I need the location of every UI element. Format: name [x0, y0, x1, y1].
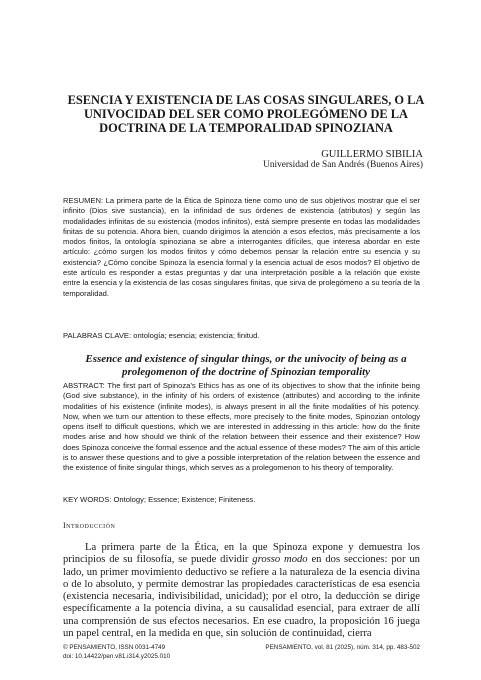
author-name: GUILLERMO SIBILIA: [321, 149, 423, 160]
body-text-part1: La primera parte de la Ética, en la que Spinoza expone y demuestra los principios de su filosofía, se puede dividir: [63, 542, 420, 566]
resumen-text: La primera parte de la Ética de Spinoza tiene como uno de sus objetivos mostrar que el ser infinito (Dios sive sustancia), en la infinidad de sus órdenes de existencia (atributos) y según las modalidades infinitas de su existencia (modos infinitos), está siempre presente en todas las modalidades finitas de su potencia. Ahora bien, cuando dirigimos la atención a esos efectos, más precisamente a los modos finitos, la ontología spinoziana se abre a interrogantes difíciles, que interesa abordar en este artículo: ¿cómo surgen los modos finitos y cómo debemos pensar la relación entre su esencia y su existencia? ¿Cómo concibe Spinoza la esencia formal y la esencia actual de esos modos? El objetivo de este artículo es responder a estas preguntas y dar una interpretación posible a la relación que existe entre la esencia y la existencia de las cosas singulares finitas, que sirva de prolegómeno a su teoría de la temporalidad.: [63, 196, 420, 298]
footer-journal: PENSAMIENTO, vol. 81 (2025), núm. 314, pp. 483-502: [265, 644, 420, 651]
key-words-text: Ontology; Essence; Existence; Finiteness.: [113, 495, 256, 504]
footer-left: [63, 644, 170, 661]
key-words: [63, 495, 420, 505]
footer-doi: doi: 10.14422/pen.v81.i314.y2025.010: [63, 652, 171, 660]
section-heading: Introducción: [63, 521, 116, 530]
palabras-clave-text: ontología; esencia; existencia; finitud.: [133, 331, 260, 340]
palabras-clave-label: PALABRAS CLAVE:: [63, 331, 132, 340]
abstract-paragraph: [63, 381, 420, 474]
article-title: ESENCIA Y EXISTENCIA DE LAS COSAS SINGULARES, O LA UNIVOCIDAD DEL SER COMO PROLEGÓMENO DE LA DOCTRINA DE LA TEMPORALIDAD SPINOZIANA: [67, 93, 425, 136]
body-paragraph: [63, 542, 420, 640]
body-emphasis: grosso modo: [252, 554, 308, 566]
author-affiliation: Universidad de San Andrés (Buenos Aires): [263, 160, 423, 170]
palabras-clave: [63, 331, 420, 341]
english-title: Essence and existence of singular things, or the univocity of being as a prolegomenon of the doctrine of Spinozian temporality: [85, 353, 407, 378]
key-words-label: KEY WORDS:: [63, 495, 112, 504]
resumen-paragraph: [63, 196, 420, 299]
resumen-label: RESUMEN:: [63, 196, 104, 205]
body-text-part2: en dos secciones: por un lado, un primer movimiento deductivo se refiere a la naturaleza de la esencia divina o de lo absoluto, y permite demostrar las propiedades características de esa esencia (existencia necesaria, indivisibilidad, unicidad); por el otro, la deducción se dirige específicamente a la potencia divina, a su causalidad esencial, para extraer de allí una comprensión de sus efectos necesarios. En ese cuadro, la proposición 16 juega un papel central, en la medida en que, sin solución de continuidad, cierra: [63, 554, 420, 640]
abstract-label: ABSTRACT:: [63, 381, 105, 390]
footer-issn: © PENSAMIENTO, ISSN 0031-4749: [63, 644, 166, 651]
abstract-text: The first part of Spinoza’s Ethics has as one of its objectives to show that the infinite being (God sive substance), in the infinity of his orders of existence (attributes) and according to the infinite modalities of his existence (infinite modes), is always present in all the finite modalities of his potency. Now, when we turn our attention to these effects, more precisely to the finite modes, Spinozian ontology opens itself to difficult questions, which we are interested in addressing in this article: how do the finite modes arise and how should we think of the relation between their essence and their existence? How does Spinoza conceive the formal essence and the actual essence of these modes? The aim of this article is to answer these questions and to give a possible interpretation of the relation between the essence and the existence of finite singular things, which serves as a prolegomenon to his theory of temporality.: [63, 381, 420, 473]
